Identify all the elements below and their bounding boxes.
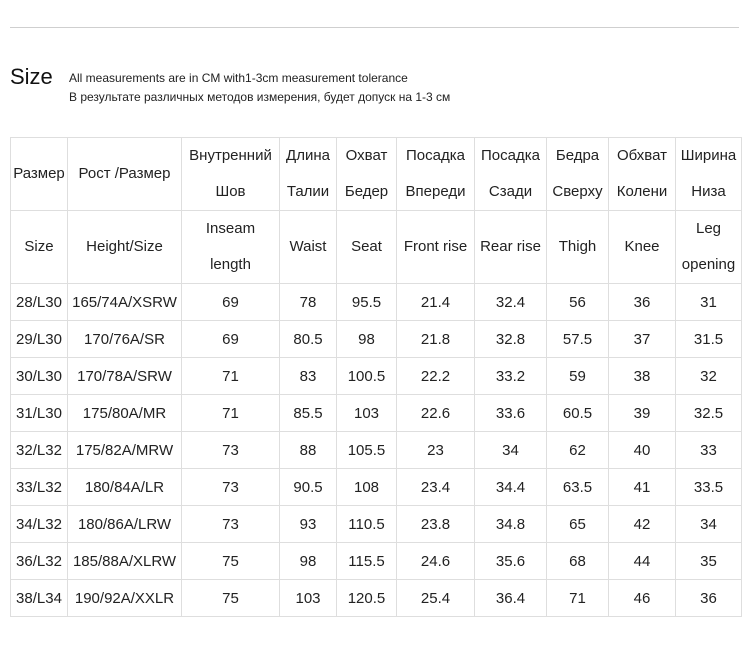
- table-cell: 103: [337, 395, 397, 432]
- table-cell: 33.5: [676, 469, 742, 506]
- note-ru: В результате различных методов измерения, будет допуск на 1-3 см: [69, 90, 451, 104]
- table-cell: 165/74A/XSRW: [68, 284, 182, 321]
- header-line: Сверху: [552, 183, 603, 200]
- table-cell: 100.5: [337, 358, 397, 395]
- table-cell: 62: [547, 432, 609, 469]
- table-cell: 38: [609, 358, 676, 395]
- header-line: opening: [681, 256, 736, 273]
- table-cell: 71: [182, 395, 280, 432]
- table-cell: 35: [676, 543, 742, 580]
- table-cell: 175/82A/MRW: [68, 432, 182, 469]
- table-cell: 22.2: [397, 358, 475, 395]
- table-cell: 32.8: [475, 321, 547, 358]
- table-row: [11, 506, 742, 543]
- header-cell: [397, 138, 475, 211]
- table-cell: 25.4: [397, 580, 475, 617]
- table-cell: 105.5: [337, 432, 397, 469]
- header-cell: [676, 138, 742, 211]
- size-table: [10, 137, 742, 617]
- table-cell: 32.4: [475, 284, 547, 321]
- table-cell: 60.5: [547, 395, 609, 432]
- tolerance-notes: [69, 69, 450, 107]
- table-cell: 41: [609, 469, 676, 506]
- header-line: Низа: [691, 183, 726, 200]
- table-cell: 34/L32: [11, 506, 68, 543]
- table-row: [11, 321, 742, 358]
- header-line: Размер: [13, 165, 65, 182]
- note-en: All measurements are in CM with1-3cm measurement tolerance: [69, 71, 408, 85]
- header-line: Бедра: [555, 147, 600, 164]
- table-cell: 39: [609, 395, 676, 432]
- size-chart: [10, 137, 742, 617]
- table-cell: 31.5: [676, 321, 742, 358]
- table-cell: 73: [182, 506, 280, 543]
- header-cell: [609, 138, 676, 211]
- header-line: Внутренний: [189, 147, 272, 164]
- table-row: [11, 432, 742, 469]
- table-cell: 56: [547, 284, 609, 321]
- table-cell: 103: [280, 580, 337, 617]
- table-cell: 30/L30: [11, 358, 68, 395]
- header-line: Длина: [286, 147, 330, 164]
- table-cell: 98: [280, 543, 337, 580]
- table-cell: 65: [547, 506, 609, 543]
- table-cell: 32: [676, 358, 742, 395]
- table-cell: 190/92A/XXLR: [68, 580, 182, 617]
- header-cell: [475, 211, 547, 284]
- table-cell: 68: [547, 543, 609, 580]
- table-cell: 83: [280, 358, 337, 395]
- table-cell: 75: [182, 580, 280, 617]
- table-cell: 63.5: [547, 469, 609, 506]
- table-cell: 170/76A/SR: [68, 321, 182, 358]
- table-cell: 40: [609, 432, 676, 469]
- table-cell: 21.8: [397, 321, 475, 358]
- table-cell: 33.6: [475, 395, 547, 432]
- header-line: Рост /Размер: [78, 165, 171, 182]
- table-cell: 36.4: [475, 580, 547, 617]
- table-cell: 42: [609, 506, 676, 543]
- table-cell: 110.5: [337, 506, 397, 543]
- table-cell: 23.8: [397, 506, 475, 543]
- table-cell: 108: [337, 469, 397, 506]
- table-cell: 32.5: [676, 395, 742, 432]
- table-cell: 71: [547, 580, 609, 617]
- header-cell: [609, 211, 676, 284]
- table-cell: 36: [609, 284, 676, 321]
- table-cell: 115.5: [337, 543, 397, 580]
- table-cell: 59: [547, 358, 609, 395]
- table-cell: 36: [676, 580, 742, 617]
- table-cell: 23: [397, 432, 475, 469]
- header-line: Size: [24, 238, 54, 255]
- header-line: Талии: [286, 183, 330, 200]
- header-line: Ширина: [680, 147, 737, 164]
- table-cell: 36/L32: [11, 543, 68, 580]
- header-line: Шов: [215, 183, 246, 200]
- header-line: Leg: [695, 220, 722, 237]
- table-row: [11, 358, 742, 395]
- table-cell: 175/80A/MR: [68, 395, 182, 432]
- table-cell: 98: [337, 321, 397, 358]
- header-cell: [280, 211, 337, 284]
- header-cell: [547, 138, 609, 211]
- header-line: Впереди: [405, 183, 466, 200]
- header-cell: [68, 138, 182, 211]
- header-cell: [68, 211, 182, 284]
- table-cell: 85.5: [280, 395, 337, 432]
- table-cell: 57.5: [547, 321, 609, 358]
- header-cell: [337, 138, 397, 211]
- table-cell: 24.6: [397, 543, 475, 580]
- table-cell: 80.5: [280, 321, 337, 358]
- table-cell: 29/L30: [11, 321, 68, 358]
- table-cell: 22.6: [397, 395, 475, 432]
- table-cell: 34.8: [475, 506, 547, 543]
- table-row: [11, 580, 742, 617]
- header-line: Thigh: [558, 238, 597, 255]
- table-cell: 69: [182, 284, 280, 321]
- table-cell: 28/L30: [11, 284, 68, 321]
- table-cell: 33/L32: [11, 469, 68, 506]
- header-line: Обхват: [617, 147, 667, 164]
- header-line: Knee: [624, 238, 660, 255]
- header-line: Waist: [289, 238, 327, 255]
- table-cell: 73: [182, 469, 280, 506]
- table-cell: 95.5: [337, 284, 397, 321]
- table-row: [11, 284, 742, 321]
- table-cell: 34: [676, 506, 742, 543]
- table-cell: 23.4: [397, 469, 475, 506]
- header-line: Height/Size: [86, 238, 163, 255]
- header-line: Inseam: [205, 220, 256, 237]
- header-cell: [337, 211, 397, 284]
- table-cell: 73: [182, 432, 280, 469]
- header-cell: [547, 211, 609, 284]
- table-cell: 31/L30: [11, 395, 68, 432]
- table-cell: 34.4: [475, 469, 547, 506]
- header-cell: [280, 138, 337, 211]
- table-cell: 35.6: [475, 543, 547, 580]
- table-row: [11, 395, 742, 432]
- table-cell: 170/78A/SRW: [68, 358, 182, 395]
- table-cell: 38/L34: [11, 580, 68, 617]
- table-cell: 180/86A/LRW: [68, 506, 182, 543]
- table-cell: 21.4: [397, 284, 475, 321]
- table-cell: 31: [676, 284, 742, 321]
- table-cell: 185/88A/XLRW: [68, 543, 182, 580]
- table-cell: 90.5: [280, 469, 337, 506]
- table-cell: 120.5: [337, 580, 397, 617]
- table-cell: 180/84A/LR: [68, 469, 182, 506]
- header-line: Бедер: [344, 183, 389, 200]
- header-cell: [11, 211, 68, 284]
- table-cell: 78: [280, 284, 337, 321]
- table-cell: 93: [280, 506, 337, 543]
- header-line: length: [210, 256, 251, 273]
- table-cell: 34: [475, 432, 547, 469]
- table-row: [11, 469, 742, 506]
- header-cell: [475, 138, 547, 211]
- header-cell: [11, 138, 68, 211]
- header-line: Посадка: [406, 147, 465, 164]
- table-cell: 44: [609, 543, 676, 580]
- header-line: Колени: [616, 183, 668, 200]
- top-divider: [10, 27, 739, 28]
- header-line: Seat: [351, 238, 382, 255]
- page-title: Size: [10, 64, 53, 89]
- header-row-ru: [11, 138, 742, 211]
- header-cell: [182, 138, 280, 211]
- header-line: Охват: [345, 147, 388, 164]
- header-row-en: [11, 211, 742, 284]
- table-cell: 88: [280, 432, 337, 469]
- table-row: [11, 543, 742, 580]
- header-cell: [182, 211, 280, 284]
- table-cell: 37: [609, 321, 676, 358]
- table-cell: 69: [182, 321, 280, 358]
- table-cell: 33.2: [475, 358, 547, 395]
- table-cell: 71: [182, 358, 280, 395]
- header-line: Сзади: [488, 183, 533, 200]
- header-line: Front rise: [403, 238, 468, 255]
- header-line: Rear rise: [480, 238, 541, 255]
- table-cell: 33: [676, 432, 742, 469]
- table-cell: 32/L32: [11, 432, 68, 469]
- header-cell: [676, 211, 742, 284]
- header-line: Посадка: [481, 147, 540, 164]
- header-cell: [397, 211, 475, 284]
- table-cell: 46: [609, 580, 676, 617]
- table-cell: 75: [182, 543, 280, 580]
